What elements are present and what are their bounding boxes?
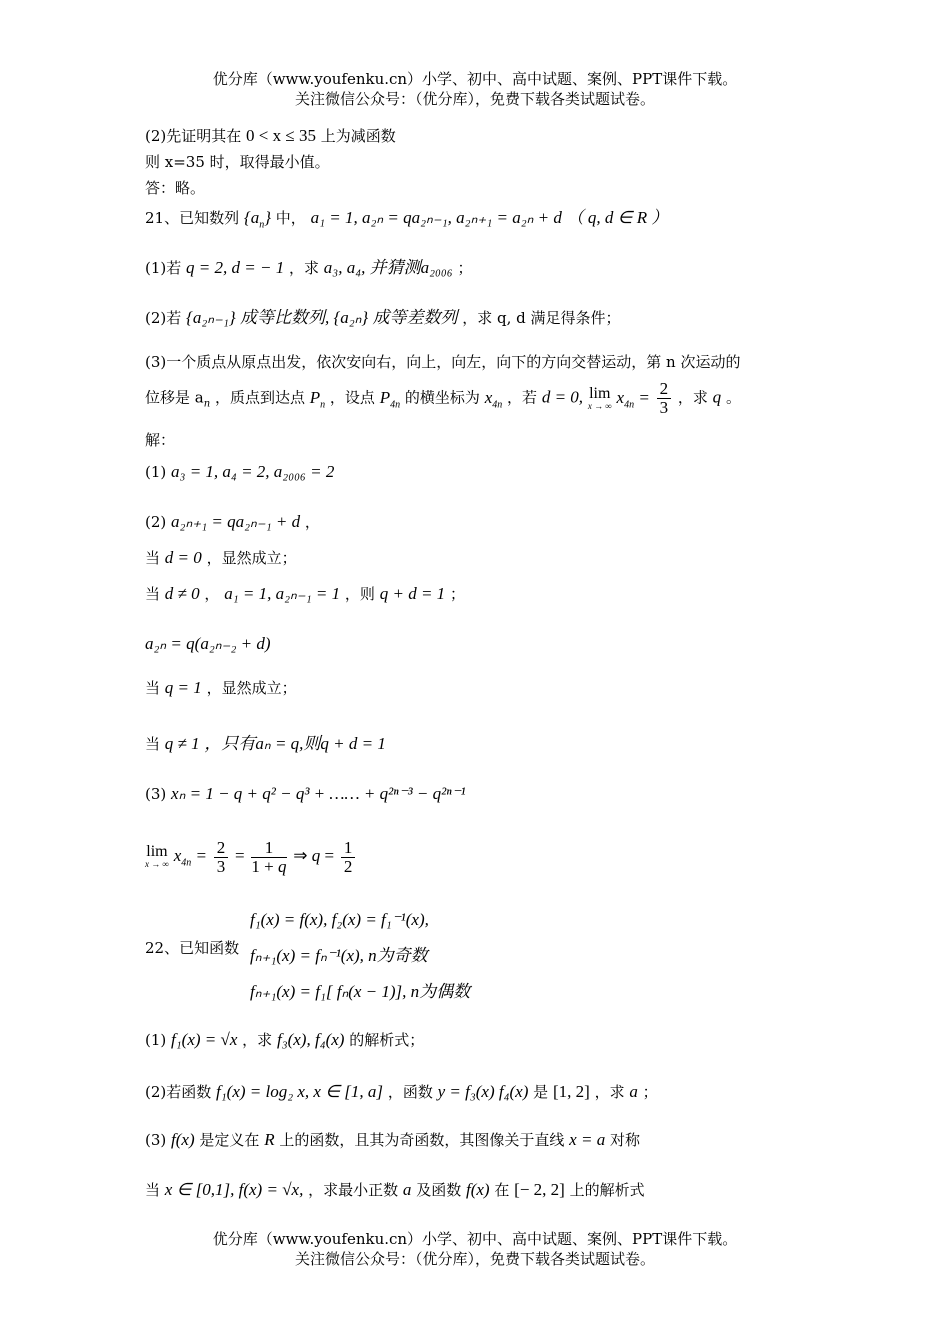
math-expr: q = 2, d = − 1 bbox=[186, 258, 285, 277]
question-22: 22、已知函数 bbox=[145, 939, 240, 957]
math-expr: $\{a_n\}$ bbox=[243, 208, 271, 231]
text: ； bbox=[457, 259, 473, 277]
math-expr: f₃(x), f₄(x) bbox=[276, 1030, 345, 1049]
text: ，则 bbox=[344, 585, 375, 603]
math-var: a bbox=[629, 1082, 638, 1101]
math-expr: $P_{4n}$ bbox=[379, 387, 401, 410]
math-var: a bbox=[250, 208, 260, 227]
solution-label: 解： bbox=[145, 431, 176, 449]
text: 当 bbox=[145, 679, 161, 697]
math-expr: q = 1 bbox=[164, 678, 202, 697]
math-expr: a₁ = 1, a₂ₙ₋₁ = 1 bbox=[224, 584, 341, 603]
text: (1)若 bbox=[145, 259, 182, 277]
text: ； bbox=[449, 585, 465, 603]
math-expr: ，只有aₙ = q,则q + d = 1 bbox=[204, 734, 386, 753]
text: ，求最小正数 bbox=[308, 1181, 399, 1199]
math-expr: fₙ₊₁(x) = fₙ⁻¹(x), n为奇数 bbox=[250, 946, 428, 965]
text: 上为减函数 bbox=[320, 127, 396, 145]
question-22-part-1 bbox=[145, 1030, 424, 1050]
question-21-part-3: (3)一个质点从原点出发，依次安向右，向上，向左，向下的方向交替运动，第 n 次运动的 bbox=[145, 353, 741, 371]
question-21-part-1 bbox=[145, 258, 473, 278]
text: 当 bbox=[145, 1181, 161, 1199]
footer-line-2: 关注微信公众号：（优分库），免费下载各类试题试卷。 bbox=[294, 1250, 655, 1268]
solution-line bbox=[145, 634, 271, 654]
fraction: $\frac{2}{3}$ bbox=[657, 380, 672, 417]
text: (2) bbox=[145, 513, 167, 531]
text: 是定义在 bbox=[199, 1131, 260, 1149]
text: 位移是 a bbox=[145, 388, 204, 407]
header-line-1: 优分库（www.youfenku.cn）小学、初中、高中试题、案例、PPT课件下载。 bbox=[212, 70, 738, 88]
math-expr: q + d = 1 bbox=[379, 584, 446, 603]
question-22-part-3 bbox=[145, 1130, 640, 1150]
math-expr: $x_{4n}$ bbox=[484, 387, 503, 410]
text: 是 bbox=[533, 1083, 549, 1101]
solution-line bbox=[145, 734, 386, 754]
math-expr: $x_{4n}$ = bbox=[173, 846, 207, 869]
text: 的解析式； bbox=[349, 1031, 425, 1049]
math-expr: f₁(x) = log₂ x, x ∈ [1, a] bbox=[216, 1082, 384, 1101]
text: ，质点到达点 bbox=[214, 388, 305, 407]
text: ，求 bbox=[677, 388, 708, 407]
text: ，设点 bbox=[329, 388, 375, 407]
solution-1 bbox=[145, 462, 334, 482]
math-expr: {a₂ₙ₋₁} 成等比数列, {a₂ₙ} 成等差数列 bbox=[186, 308, 458, 327]
math-expr: f(x) bbox=[465, 1180, 490, 1199]
math-expr: fₙ₊₁(x) = f₁[ fₙ(x − 1)], n为偶数 bbox=[250, 982, 471, 1001]
limit-expr: lim x → ∞ bbox=[587, 384, 612, 411]
math-expr: f(x) bbox=[171, 1130, 195, 1149]
text: ， bbox=[304, 513, 320, 531]
text: (3) bbox=[145, 785, 167, 803]
header-line-2: 关注微信公众号：（优分库），免费下载各类试题试卷。 bbox=[294, 90, 655, 108]
text: 上的解析式 bbox=[569, 1181, 645, 1199]
math-expr: [1, 2] bbox=[552, 1082, 590, 1101]
text: ，求 bbox=[242, 1031, 273, 1049]
function-definitions bbox=[250, 902, 470, 1010]
fraction: $\frac{2}{3}$ bbox=[214, 839, 229, 876]
text: 当 bbox=[145, 735, 161, 753]
text: 21、已知数列 bbox=[145, 209, 240, 227]
math-expr: x ∈ [0,1], f(x) = √x, bbox=[164, 1180, 304, 1199]
math-expr: $P_n$ bbox=[309, 387, 326, 410]
text: ，显然成立； bbox=[206, 549, 297, 567]
lim-sub: x → ∞ bbox=[145, 859, 169, 869]
text: 当 bbox=[145, 585, 161, 603]
text: ，函数 bbox=[387, 1083, 433, 1101]
text: (2)先证明其在 bbox=[145, 127, 242, 145]
text-line: 答：略。 bbox=[145, 179, 206, 197]
text: ， bbox=[204, 585, 220, 603]
text: ，求 bbox=[288, 259, 319, 277]
text: ； bbox=[642, 1083, 658, 1101]
text: 。 bbox=[725, 388, 741, 407]
math-var: a bbox=[402, 1180, 412, 1199]
math-expr: = bbox=[235, 846, 245, 865]
math-var: q bbox=[712, 387, 722, 407]
math-expr: （ q, d ∈ R ） bbox=[566, 208, 669, 227]
math-expr: 0 < x ≤ 35 bbox=[246, 126, 316, 145]
text: ，求 bbox=[594, 1083, 625, 1101]
solution-line bbox=[145, 584, 465, 604]
text: ，求 q, d 满足得条件； bbox=[462, 309, 621, 327]
text: (1) bbox=[145, 463, 167, 481]
question-21-part-2 bbox=[145, 308, 621, 328]
fraction: $\frac{1}{1 + q}$ bbox=[251, 837, 287, 876]
math-expr: d ≠ 0 bbox=[164, 584, 200, 603]
text: 上的函数，且其为奇函数，其图像关于直线 bbox=[279, 1131, 565, 1149]
text: 在 bbox=[494, 1181, 510, 1199]
math-expr: xₙ = 1 − q + q² − q³ + …… + q²ⁿ⁻³ − q²ⁿ⁻¹ bbox=[171, 784, 466, 803]
text: (2)若函数 bbox=[145, 1083, 212, 1101]
math-expr: d = 0 bbox=[164, 548, 202, 567]
text: (1) bbox=[145, 1031, 167, 1049]
text: (2)若 bbox=[145, 309, 182, 327]
solution-limit bbox=[145, 838, 357, 881]
math-expr: [− 2, 2] bbox=[514, 1180, 565, 1199]
math-expr: f₁(x) = √x bbox=[171, 1030, 238, 1049]
lim-text: lim bbox=[146, 843, 168, 860]
math-expr: $x_{4n}$ = bbox=[616, 387, 650, 410]
math-expr: a₂ₙ₊₁ = qa₂ₙ₋₁ + d bbox=[171, 512, 301, 531]
question-22-part-2 bbox=[145, 1082, 658, 1102]
text: 当 bbox=[145, 549, 161, 567]
math-expr: x = a bbox=[569, 1130, 606, 1149]
solution-3 bbox=[145, 784, 466, 804]
math-expr: q ≠ 1 bbox=[164, 734, 200, 753]
text: 及函数 bbox=[416, 1181, 462, 1199]
math-expr: a₃ = 1, a₄ = 2, a₂₀₀₆ = 2 bbox=[171, 462, 335, 481]
solution-line bbox=[145, 678, 297, 698]
math-expr: y = f₃(x) f₄(x) bbox=[437, 1082, 529, 1101]
solution-line bbox=[145, 548, 297, 568]
math-expr: f₁(x) = f(x), f₂(x) = f₁⁻¹(x), bbox=[250, 910, 429, 929]
limit-expr bbox=[145, 845, 169, 869]
solution-2 bbox=[145, 512, 320, 532]
text: (3) bbox=[145, 1131, 167, 1149]
text-line: 则 x=35 时，取得最小值。 bbox=[145, 153, 330, 171]
math-expr: a₁ = 1, a₂ₙ = qa₂ₙ₋₁, a₂ₙ₊₁ = a₂ₙ + d bbox=[310, 208, 562, 227]
text: 的横坐标为 bbox=[404, 388, 480, 407]
question-22-part-3-line-2 bbox=[145, 1180, 645, 1200]
question-21 bbox=[145, 208, 668, 235]
math-expr: a₃, a₄, 并猜测a₂₀₀₆ bbox=[323, 258, 453, 277]
text-line bbox=[145, 126, 396, 146]
math-expr: d = 0, bbox=[541, 387, 584, 407]
text: 对称 bbox=[609, 1131, 640, 1149]
text: ，若 bbox=[507, 388, 538, 407]
math-expr: a₂ₙ = q(a₂ₙ₋₂ + d) bbox=[145, 634, 271, 653]
math-expr: ⇒ q = bbox=[293, 846, 335, 865]
text: 中， bbox=[275, 209, 306, 227]
text: ，显然成立； bbox=[206, 679, 297, 697]
footer-line-1: 优分库（www.youfenku.cn）小学、初中、高中试题、案例、PPT课件下载。 bbox=[212, 1230, 738, 1248]
fraction: $\frac{1}{2}$ bbox=[341, 839, 356, 876]
math-var: R bbox=[264, 1130, 275, 1149]
question-21-part-3-line-2: 位移是 $a_n$ ，质点到达点 $P_n$ ，设点 $P_{4n}$ 的横坐标为 $x_{4n}$ ，若 d = 0, lim x → ∞ $x_{4n}$ = $\frac{2}{3}$ ，求 q 。 bbox=[145, 379, 741, 417]
